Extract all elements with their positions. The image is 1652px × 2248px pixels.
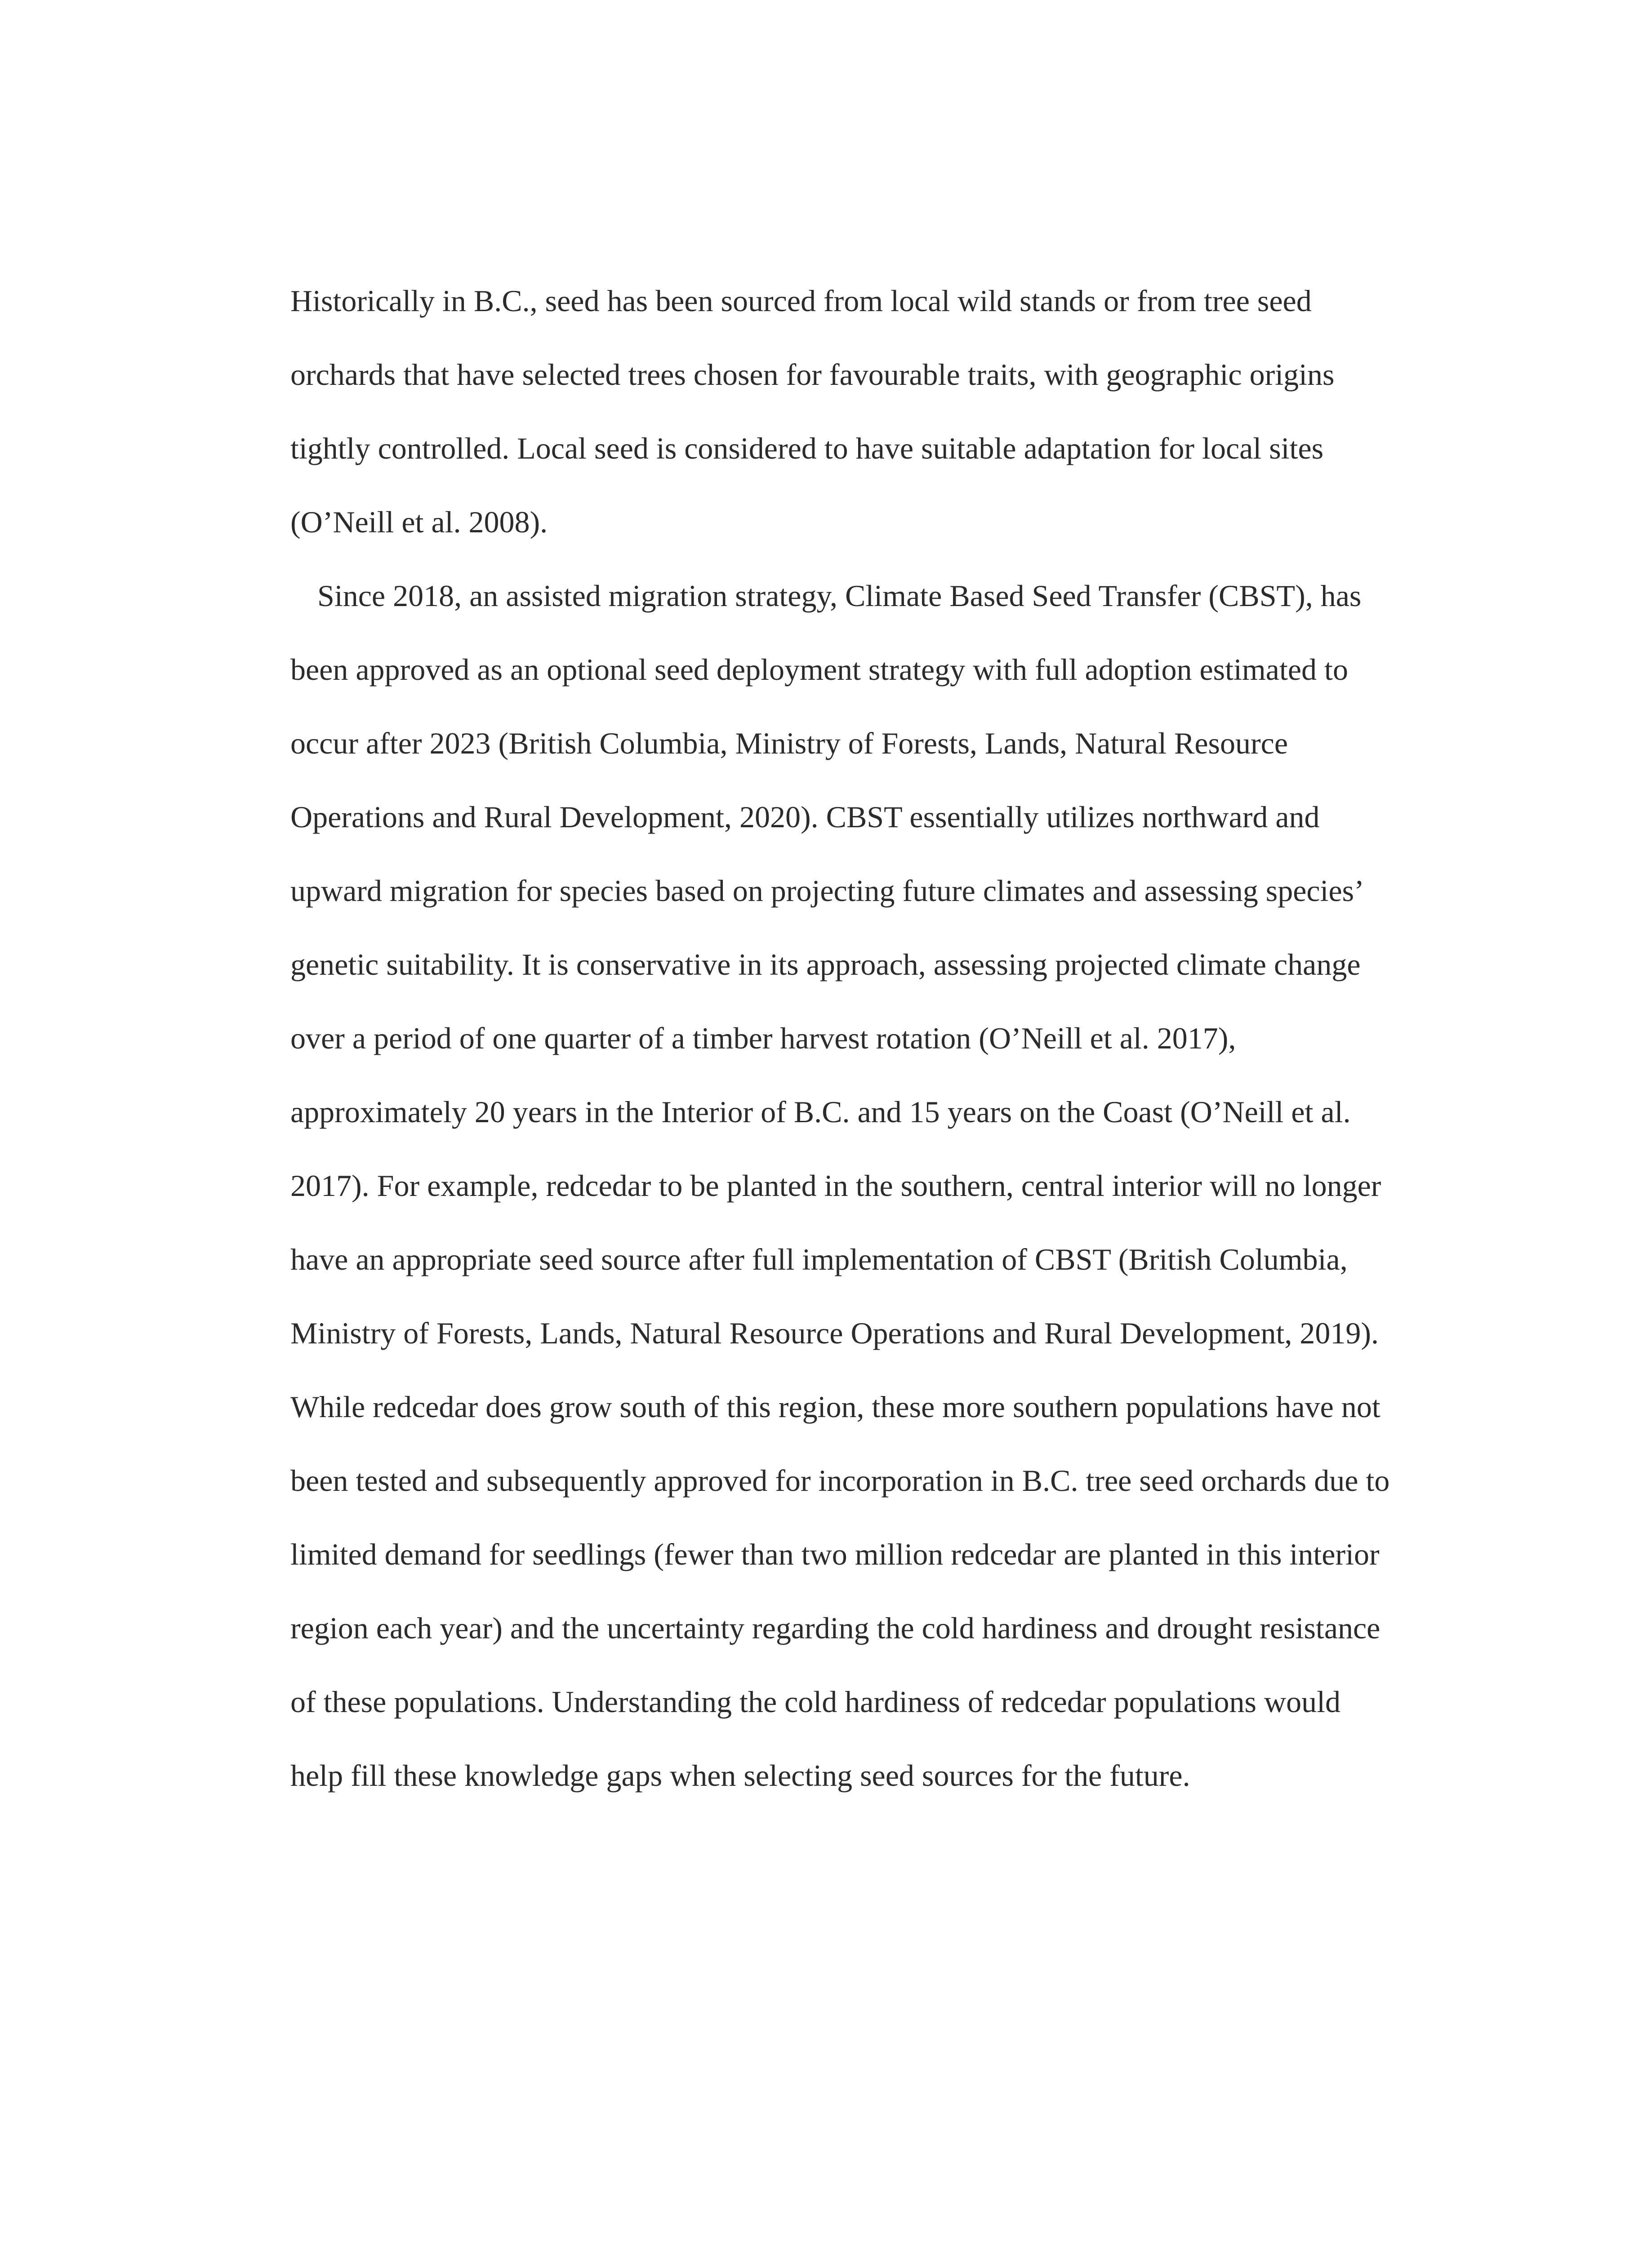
text-line: approximately 20 years in the Interior of B.C. and 15 years on the Coast (O’Neill et al. bbox=[290, 1095, 1351, 1129]
text-line: (O’Neill et al. 2008). bbox=[290, 505, 548, 539]
text-line: 2017). For example, redcedar to be planted in the southern, central interior will no longer bbox=[290, 1169, 1381, 1203]
text-line: genetic suitability. It is conservative in its approach, assessing projected climate change bbox=[290, 947, 1361, 981]
text-line: tightly controlled. Local seed is considered to have suitable adaptation for local sites bbox=[290, 431, 1324, 465]
paragraph-first-line: Since 2018, an assisted migration strategy, Climate Based Seed Transfer (CBST), has bbox=[317, 579, 1362, 613]
text-line: been tested and subsequently approved for incorporation in B.C. tree seed orchards due to bbox=[290, 1463, 1390, 1498]
text-line: upward migration for species based on projecting future climates and assessing species’ bbox=[290, 874, 1364, 908]
text-line: help fill these knowledge gaps when selecting seed sources for the future. bbox=[290, 1758, 1190, 1793]
text-line: Historically in B.C., seed has been sourced from local wild stands or from tree seed bbox=[290, 284, 1312, 318]
text-line: been approved as an optional seed deployment strategy with full adoption estimated to bbox=[290, 652, 1348, 687]
text-line: limited demand for seedlings (fewer than two million redcedar are planted in this interior bbox=[290, 1537, 1380, 1571]
text-line: of these populations. Understanding the cold hardiness of redcedar populations would bbox=[290, 1685, 1341, 1719]
text-line: region each year) and the uncertainty regarding the cold hardiness and drought resistance bbox=[290, 1611, 1380, 1645]
text-line: over a period of one quarter of a timber harvest rotation (O’Neill et al. 2017), bbox=[290, 1021, 1236, 1055]
text-line: Operations and Rural Development, 2020). CBST essentially utilizes northward and bbox=[290, 800, 1320, 834]
text-line: occur after 2023 (British Columbia, Ministry of Forests, Lands, Natural Resource bbox=[290, 726, 1288, 760]
text-line: Ministry of Forests, Lands, Natural Resource Operations and Rural Development, 2019). bbox=[290, 1316, 1379, 1350]
text-line: have an appropriate seed source after full implementation of CBST (British Columbia, bbox=[290, 1242, 1348, 1276]
text-line: orchards that have selected trees chosen for favourable traits, with geographic origins bbox=[290, 357, 1335, 392]
text-line: While redcedar does grow south of this region, these more southern populations have not bbox=[290, 1390, 1380, 1424]
